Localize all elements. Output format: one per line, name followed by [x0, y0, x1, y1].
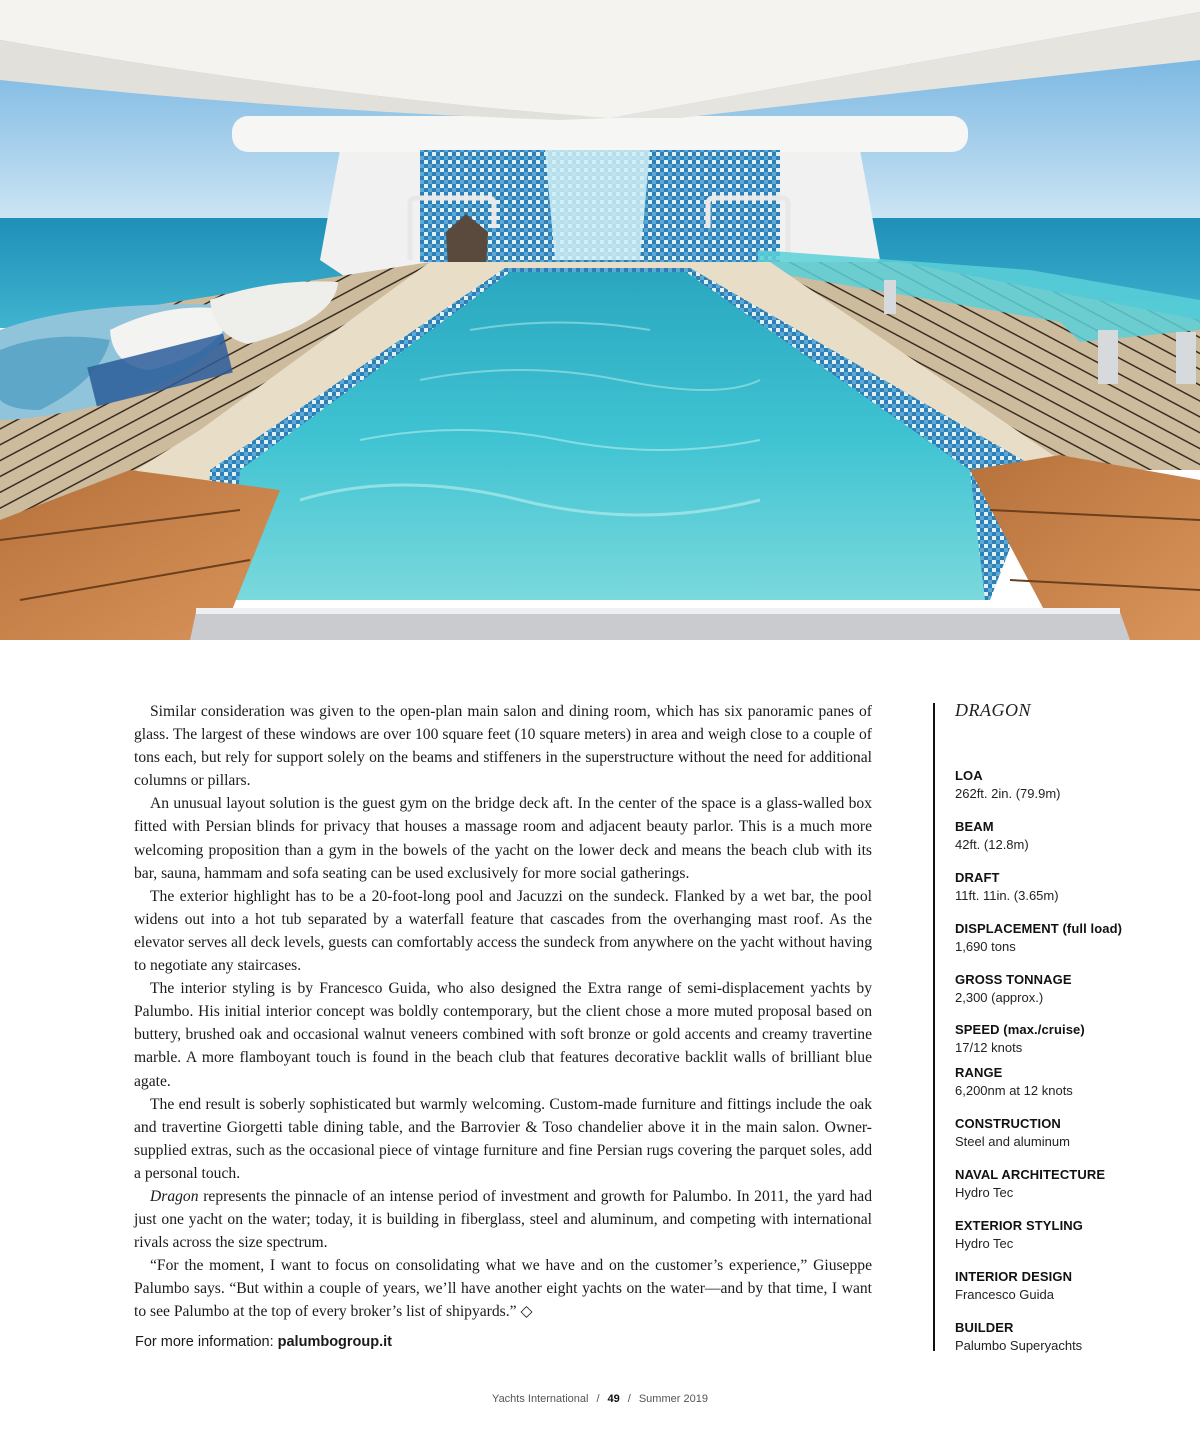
sundeck-pool-illustration — [0, 0, 1200, 640]
spec-value: Francesco Guida — [955, 1287, 1054, 1302]
spec-label: DISPLACEMENT (full load) — [955, 921, 1123, 936]
spec-interior-design — [955, 1268, 1072, 1304]
spec-value: Hydro Tec — [955, 1236, 1014, 1251]
spec-value: 2,300 (approx.) — [955, 990, 1044, 1005]
more-info-line — [135, 1334, 392, 1350]
spec-loa — [955, 767, 1061, 803]
footer-separator: / — [627, 1393, 631, 1405]
paragraph: The end result is soberly sophisticated but warmly welcoming. Custom-made furniture and fittings include the oak and travertine Giorgetti table dining table, and the Barrovier & Toso chandelier above it in the main salon. Owner-supplied extras, such as the occasional piece of vintage furniture and fine Persian rugs covering the parquet soles, add a personal touch. — [134, 1095, 872, 1182]
spec-label: DRAFT — [955, 870, 1000, 885]
article-body — [134, 700, 872, 1324]
spec-speed — [955, 1021, 1085, 1057]
spec-beam — [955, 818, 1029, 854]
yacht-name: Dragon — [150, 1187, 199, 1205]
spec-label: SPEED (max./cruise) — [955, 1022, 1085, 1037]
spec-displacement — [955, 920, 1122, 956]
paragraph: “For the moment, I want to focus on consolidating what we have and on the customer’s experience,” Giuseppe Palumbo says. “But within a couple of years, we’ll have another eight yachts on the water—and by that time, I want to see Palumbo at the top of every broker’s list of shipyards.” ◇ — [134, 1257, 872, 1321]
footer-separator: / — [596, 1393, 600, 1405]
paragraph: The interior styling is by Francesco Guida, who also designed the Extra range of semi-displacement yachts by Palumbo. His initial interior concept was boldly contemporary, but the client chose a more muted proposal based on buttery, brushed oak and occasional walnut veneers combined with soft bronze or gold accents and creamy travertine marble. A more flamboyant touch is found in the beach club that features decorative backlit walls of brilliant blue agate. — [134, 980, 872, 1090]
spec-construction — [955, 1115, 1070, 1151]
spec-exterior-styling — [955, 1217, 1083, 1253]
spec-draft — [955, 869, 1059, 905]
spec-value: 17/12 knots — [955, 1040, 1023, 1055]
spec-label: BEAM — [955, 819, 994, 834]
spec-value: 6,200nm at 12 knots — [955, 1083, 1073, 1098]
hero-photo — [0, 0, 1200, 640]
spec-value: Palumbo Superyachts — [955, 1338, 1083, 1353]
paragraph-text: represents the pinnacle of an intense period of investment and growth for Palumbo. In 2011, the yard had just one yacht on the water; today, it is building in fiberglass, steel and aluminum, and competing with international rivals across the size spectrum. — [134, 1187, 872, 1252]
paragraph: An unusual layout solution is the guest gym on the bridge deck aft. In the center of the space is a glass-walled box fitted with Persian blinds for privacy that houses a massage room and adjacent beauty parlor. This is a much more welcoming proposition than a gym in the bowels of the yacht on the lower deck and means the beach club with its bar, sauna, hammam and sofa seating can be used exclusively for more social gatherings. — [134, 795, 872, 882]
paragraph — [134, 1185, 872, 1254]
spec-value: Steel and aluminum — [955, 1134, 1070, 1149]
spec-label: GROSS TONNAGE — [955, 972, 1072, 987]
website-link[interactable]: palumbogroup.it — [277, 1334, 393, 1350]
spec-label: BUILDER — [955, 1320, 1014, 1335]
page-number: 49 — [607, 1393, 620, 1405]
spec-label: INTERIOR DESIGN — [955, 1269, 1073, 1284]
publication-name: Yachts International — [492, 1393, 589, 1405]
spec-label: EXTERIOR STYLING — [955, 1218, 1084, 1233]
spec-value: Hydro Tec — [955, 1185, 1014, 1200]
sidebar-divider — [933, 703, 935, 1351]
spec-label: CONSTRUCTION — [955, 1116, 1061, 1131]
spec-label: LOA — [955, 768, 983, 783]
more-info-label: For more information: — [135, 1334, 278, 1350]
paragraph: The exterior highlight has to be a 20-foot-long pool and Jacuzzi on the sundeck. Flanked by a wet bar, the pool widens out into a hot tub separated by a waterfall feature that cascades from the overhanging mast roof. As the elevator serves all deck levels, guests can comfortably access the sundeck from anywhere on the yacht without having to negotiate any staircases. — [134, 887, 872, 975]
spec-value: 262ft. 2in. (79.9m) — [955, 786, 1061, 801]
spec-gross-tonnage — [955, 971, 1072, 1007]
spec-value: 1,690 tons — [955, 939, 1016, 954]
spec-naval-architecture — [955, 1166, 1105, 1202]
paragraph: Similar consideration was given to the open-plan main salon and dining room, which has six panoramic panes of glass. The largest of these windows are over 100 square feet (10 square meters) in area and weigh close to a couple of tons each, but rely for support solely on the beams and stiffeners in the superstructure without the need for additional columns or pillars. — [134, 703, 872, 790]
spec-range — [955, 1064, 1073, 1100]
spec-label: NAVAL ARCHITECTURE — [955, 1167, 1106, 1182]
spec-builder — [955, 1319, 1082, 1355]
specs-title: DRAGON — [955, 700, 1031, 720]
page-footer — [0, 1393, 1200, 1405]
spec-value: 11ft. 11in. (3.65m) — [955, 888, 1059, 903]
spec-label: RANGE — [955, 1065, 1003, 1080]
spec-value: 42ft. (12.8m) — [955, 837, 1029, 852]
issue-date: Summer 2019 — [638, 1393, 708, 1405]
